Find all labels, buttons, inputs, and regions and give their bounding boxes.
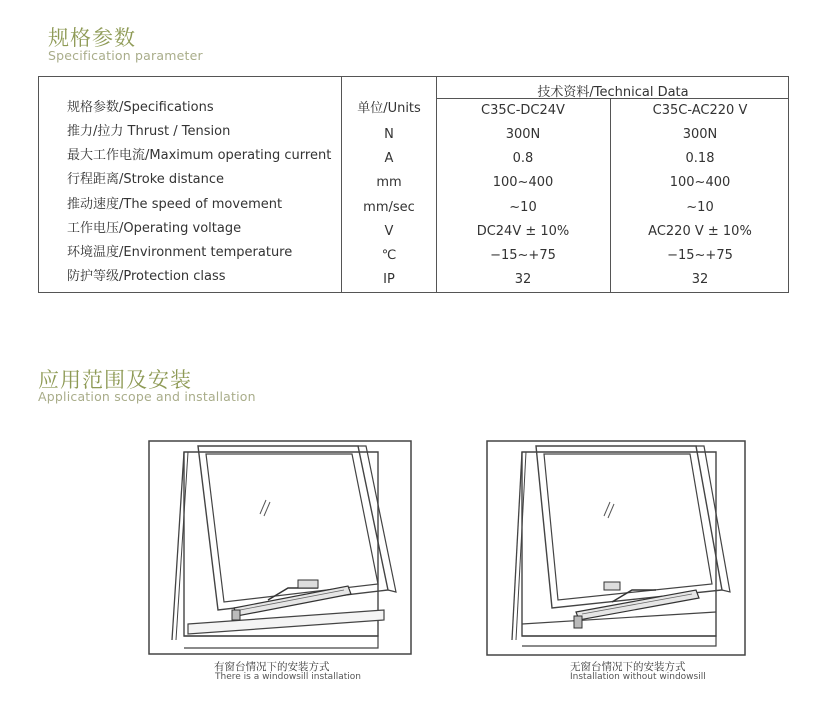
spec-row-label: 防护等级/Protection class [67, 269, 226, 285]
spec-row-label: 推力/拉力 Thrust / Tension [67, 124, 231, 139]
spec-row-value-ac: ~10 [686, 199, 714, 215]
spec-row-value-dc: −15~+75 [490, 248, 556, 263]
spec-row-label: 工作电压/Operating voltage [67, 220, 242, 236]
spec-row-value-ac: 32 [691, 272, 709, 288]
spec-row-value-dc: 300N [505, 127, 541, 142]
section-title-cn: 应用范围及安装 [38, 368, 192, 392]
spec-row-value-ac: AC220 V ± 10% [648, 223, 752, 239]
spec-row-unit: V [384, 223, 394, 239]
caption-without-windowsill-cn: 无窗台情况下的安装方式 [570, 661, 686, 673]
spec-row-unit: ℃ [381, 248, 397, 263]
caption-with-windowsill-en: There is a windowsill installation [215, 672, 361, 682]
caption-with-windowsill-cn: 有窗台情况下的安装方式 [214, 661, 330, 673]
spec-row-label: 推动速度/The speed of movement [67, 196, 283, 212]
spec-row-label: 最大工作电流/Maximum operating current [67, 148, 332, 164]
spec-row-value-dc: 32 [514, 272, 532, 288]
spec-row-unit: A [384, 151, 394, 167]
spec-table [38, 76, 789, 293]
installation-diagram-without-windowsill [486, 440, 746, 656]
spec-row-value-dc: ~10 [509, 199, 537, 215]
spec-row-value-dc: 0.8 [512, 151, 534, 167]
section-title-en: Application scope and installation [38, 389, 256, 404]
spec-row-value-dc: 100~400 [492, 175, 554, 191]
header-model-dc: C35C-DC24V [481, 103, 565, 118]
section-title-cn: 规格参数 [48, 26, 136, 50]
spec-row-unit: N [384, 127, 394, 142]
header-specifications: 规格参数/Specifications [67, 100, 214, 115]
header-technical-data: 技术资料/Technical Data [537, 85, 689, 100]
spec-row-label: 环境温度/Environment temperature [67, 245, 293, 260]
spec-row-value-ac: 300N [682, 127, 718, 142]
spec-row-value-ac: 100~400 [669, 175, 731, 191]
installation-diagram-with-windowsill [148, 440, 412, 655]
spec-row-label: 行程距离/Stroke distance [67, 172, 225, 188]
spec-row-unit: mm [376, 175, 402, 191]
section-title-en: Specification parameter [48, 48, 203, 63]
header-units: 单位/Units [357, 101, 421, 116]
spec-row-unit: mm/sec [363, 199, 415, 215]
spec-row-value-dc: DC24V ± 10% [476, 223, 570, 239]
caption-without-windowsill-en: Installation without windowsill [570, 672, 706, 682]
header-model-ac: C35C-AC220 V [652, 103, 748, 118]
spec-row-value-ac: −15~+75 [667, 248, 733, 263]
spec-row-value-ac: 0.18 [685, 151, 715, 167]
spec-row-unit: IP [383, 272, 395, 288]
